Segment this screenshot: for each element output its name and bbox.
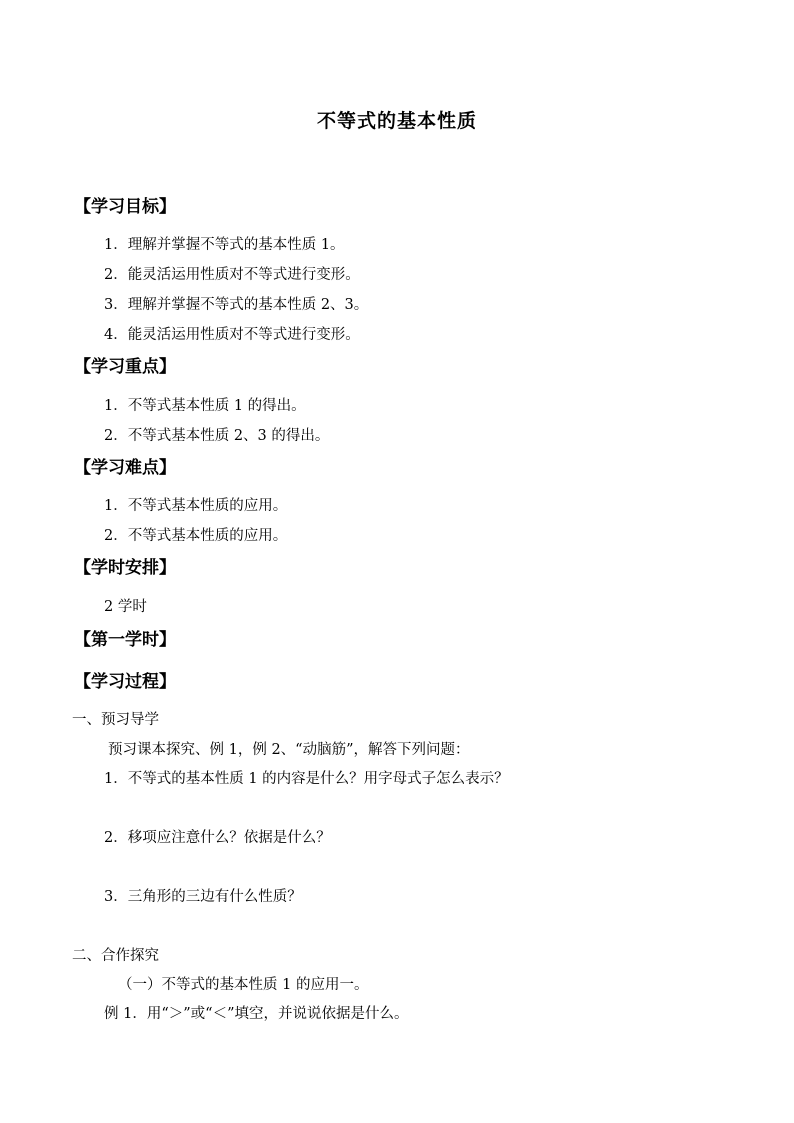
example-1: 例 1．用“＞”或“＜”填空，并说说依据是什么。 <box>104 1006 409 1022</box>
document-title: 不等式的基本性质 <box>316 110 477 132</box>
section-heading-process: 【学习过程】 <box>74 672 176 692</box>
part2-title: 二、合作探究 <box>72 948 159 964</box>
section-heading-difficulties: 【学习难点】 <box>74 458 176 478</box>
part1-question-3: 3．三角形的三边有什么性质？ <box>104 889 302 905</box>
section-heading-key-points: 【学习重点】 <box>74 357 176 377</box>
section-heading-first-period: 【第一学时】 <box>74 630 176 650</box>
difficulty-item-1: 1．不等式基本性质的应用。 <box>104 498 288 514</box>
key-point-item-2: 2．不等式基本性质 2、3 的得出。 <box>104 428 330 444</box>
section-heading-objectives: 【学习目标】 <box>74 197 176 217</box>
objective-item-2: 2．能灵活运用性质对不等式进行变形。 <box>104 267 360 283</box>
difficulty-item-2: 2．不等式基本性质的应用。 <box>104 528 288 544</box>
schedule-text: 2 学时 <box>104 599 147 615</box>
part1-question-2: 2．移项应注意什么？依据是什么？ <box>104 830 331 846</box>
objective-item-1: 1．理解并掌握不等式的基本性质 1。 <box>104 237 345 253</box>
part2-subtitle: （一）不等式的基本性质 1 的应用一。 <box>118 977 369 993</box>
part1-title: 一、预习导学 <box>72 712 159 728</box>
key-point-item-1: 1．不等式基本性质 1 的得出。 <box>104 398 306 414</box>
part1-intro: 预习课本探究、例 1，例 2、“动脑筋”，解答下列问题： <box>108 742 470 758</box>
objective-item-3: 3．理解并掌握不等式的基本性质 2、3。 <box>104 297 369 313</box>
part1-question-1: 1．不等式的基本性质 1 的内容是什么？用字母式子怎么表示？ <box>104 771 509 787</box>
section-heading-schedule: 【学时安排】 <box>74 558 176 578</box>
objective-item-4: 4．能灵活运用性质对不等式进行变形。 <box>104 327 360 343</box>
